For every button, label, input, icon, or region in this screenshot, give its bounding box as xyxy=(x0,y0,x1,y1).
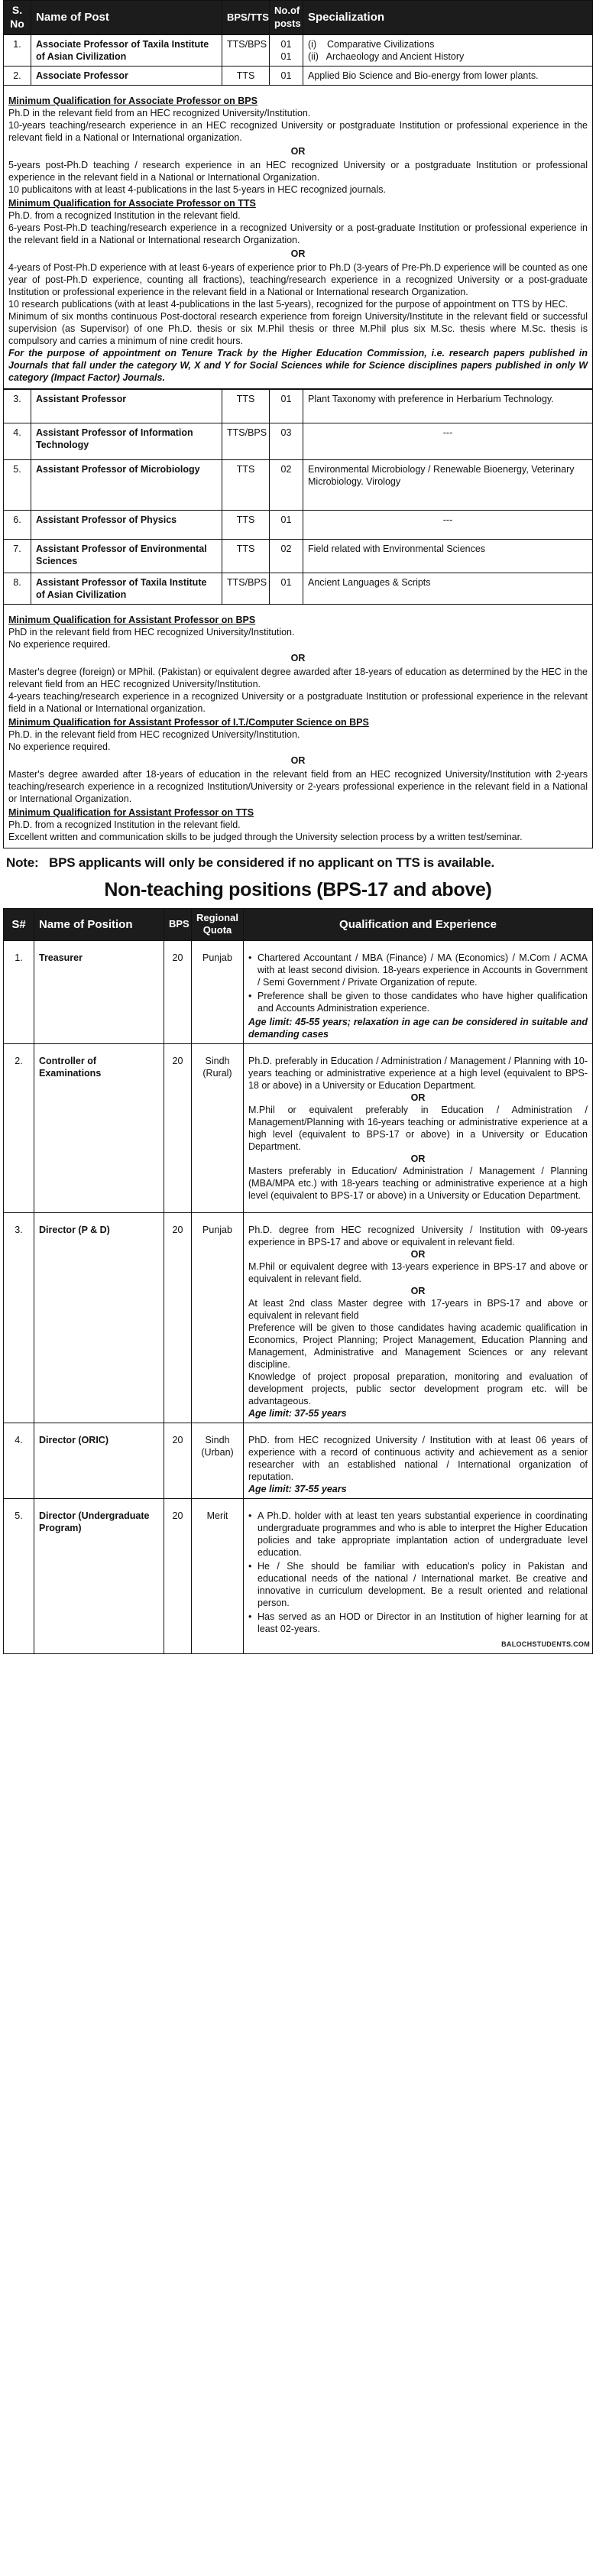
qual-text: Ph.D. from a recognized Institution in the relevant field. xyxy=(8,819,241,830)
row-posts: 01 xyxy=(270,389,303,423)
row-position: Director (P & D) xyxy=(34,1212,164,1423)
qual-text: Master's degree awarded after 18-years of education in the relevant field from an HEC recognized University/Institution with 2-years teaching/research experience in a recognized Institution/University or 2-years professional experience in the relevant field in a National or International Organization. xyxy=(8,768,588,804)
qual-text: Master's degree (foreign) or MPhil. (Pakistan) or equivalent degree awarded after 18-years of education as determined by the HEC in the relevant field from an HEC recognized University/Institution. xyxy=(8,666,588,689)
header-sno: S. No xyxy=(4,1,31,35)
row-post: Assistant Professor xyxy=(31,389,222,423)
row-bps: TTS xyxy=(222,510,270,539)
row-post: Assistant Professor of Environmental Sciences xyxy=(31,539,222,573)
row-sno: 5. xyxy=(4,459,31,510)
non-teaching-title: Non-teaching positions (BPS-17 and above) xyxy=(104,878,492,900)
table-row xyxy=(4,539,593,573)
assistant-qualification-block xyxy=(3,605,593,848)
row-qualification xyxy=(244,940,593,1043)
row-post: Assistant Professor of Physics xyxy=(31,510,222,539)
row-post: Associate Professor of Taxila Institute of Asian Civilization xyxy=(31,34,222,66)
or-separator: OR xyxy=(410,1153,426,1164)
row-sno: 3. xyxy=(4,1212,34,1423)
row-bps: TTS/BPS xyxy=(222,573,270,604)
row-spec: Environmental Microbiology / Renewable Bioenergy, Veterinary Microbiology. Virology xyxy=(303,459,593,510)
row-spec: Field related with Environmental Sciences xyxy=(303,539,593,573)
row-quota: Punjab xyxy=(192,1212,244,1423)
row-position: Director (ORIC) xyxy=(34,1423,164,1498)
non-teaching-header-row xyxy=(4,908,593,940)
qual-emphasis: For the purpose of appointment on Tenure Track by the Higher Education Commission, i.e. research papers published in Journals that fall under the category W, X and Y for Social Sciences while for Science disciplines papers published in only W category (Impact Factor) Journals. xyxy=(8,347,588,383)
qual-text: 4-years teaching/research experience in a recognized University or a postgraduate Institution or professional experience in the relevant field in a National or International organization. xyxy=(8,690,588,714)
table-row xyxy=(4,1498,593,1653)
header-sno: S# xyxy=(4,908,34,940)
or-separator: OR xyxy=(410,1248,426,1260)
table-row xyxy=(4,423,593,459)
table-row xyxy=(4,459,593,510)
row-bps: 20 xyxy=(164,1212,192,1423)
qual-text: Ph.D. degree from HEC recognized University / Institution with 09-years experience in BPS-17 and above or equivalent in relevant field. xyxy=(248,1224,588,1247)
row-post: Assistant Professor of Information Technology xyxy=(31,423,222,459)
header-quota: Regional Quota xyxy=(192,908,244,940)
row-sno: 3. xyxy=(4,389,31,423)
table-row xyxy=(4,1043,593,1212)
table-row xyxy=(4,510,593,539)
row-position: Director (Undergraduate Program) xyxy=(34,1498,164,1653)
or-separator: OR xyxy=(290,248,306,259)
row-bps: 20 xyxy=(164,1498,192,1653)
or-separator: OR xyxy=(290,754,306,766)
qual-text: Minimum of six months continuous Post-doctoral research experience from foreign University/Institute in the relevant field or successful supervision (as Supervisor) of one Ph.D. thesis or six M.Phil thesis or three M.Phil plus six M.Sc. thesis where M.Sc. thesis is compulsory and carries a minimum of nine credit hours. xyxy=(8,310,588,346)
header-bps: BPS/TTS xyxy=(222,1,270,35)
qual-text: Ph.D in the relevant field from an HEC recognized University/Institution. xyxy=(8,107,311,118)
bullet-item: • Preference shall be given to those candidates who have higher qualification and Accounts Administration experience. xyxy=(248,990,588,1014)
row-spec: --- xyxy=(303,510,593,539)
row-spec: Ancient Languages & Scripts xyxy=(303,573,593,604)
row-bps: 20 xyxy=(164,1043,192,1212)
qual-text: No experience required. xyxy=(8,638,111,650)
row-posts: 02 xyxy=(270,539,303,573)
table-row xyxy=(4,940,593,1043)
qual-text: M.Phil or equivalent degree with 13-years experience in BPS-17 and above or equivalent in relevant field. xyxy=(248,1260,588,1284)
row-sno: 8. xyxy=(4,573,31,604)
header-qualification: Qualification and Experience xyxy=(244,908,593,940)
table-row xyxy=(4,573,593,604)
or-separator: OR xyxy=(290,145,306,157)
row-posts: 01 xyxy=(270,66,303,85)
row-spec: Applied Bio Science and Bio-energy from lower plants. xyxy=(303,66,593,85)
row-posts: 01 xyxy=(270,510,303,539)
row-post: Associate Professor xyxy=(31,66,222,85)
qual-text: Ph.D. preferably in Education / Administration / Management / Planning with 10-years teaching or administrative experience at a high level (equivalent to BPS-18 or above) in a University or Education Department. xyxy=(248,1055,588,1091)
or-separator: OR xyxy=(410,1092,426,1103)
qual-text: 6-years Post-Ph.D teaching/research experience in a recognized University or a post-graduate Institution or professional experience in the relevant field in a National or International research Organization. xyxy=(8,222,588,245)
row-bps: TTS xyxy=(222,389,270,423)
age-limit: Age limit: 37-55 years xyxy=(248,1407,347,1419)
header-posts: No.of posts xyxy=(270,1,303,35)
qual-text: 4-years of Post-Ph.D experience with at least 6-years of experience prior to Ph.D (3-years of Pre-Ph.D experience will be counted as one year of post-Ph.D experience, counting all fractions), teaching/research experience in a recognized University or a post-graduate Institution or professional experience in the relevant field in a National or International research Organization. xyxy=(8,261,588,297)
row-spec: --- xyxy=(303,423,593,459)
qual-heading: Minimum Qualification for Associate Professor on BPS xyxy=(8,95,258,106)
row-position: Treasurer xyxy=(34,940,164,1043)
row-sno: 7. xyxy=(4,539,31,573)
table-row xyxy=(4,66,593,85)
row-bps: TTS xyxy=(222,539,270,573)
teaching-header-row xyxy=(4,1,593,35)
qual-text: Masters preferably in Education/ Administration / Management / Planning (MBA/MPA etc.) with 18-years teaching or administrative experience at a high level (equivalent to BPS-17 or above) in a University or Education Department. xyxy=(248,1165,588,1201)
associate-qualification-block xyxy=(3,86,593,389)
row-sno: 4. xyxy=(4,423,31,459)
header-spec: Specialization xyxy=(303,1,593,35)
qual-text: Preference will be given to those candidates having academic qualification in Economics, Project Planning; Project Management, Education Planning and Management, Administrative and Management Sciences or any relevant discipline. xyxy=(248,1322,588,1370)
row-sno: 5. xyxy=(4,1498,34,1653)
row-posts: 01 xyxy=(270,573,303,604)
qual-heading: Minimum Qualification for Assistant Professor on TTS xyxy=(8,806,254,818)
teaching-table-a xyxy=(3,0,593,86)
qual-text: 10 publicaitons with at least 4-publications in the last 5-years in HEC recognized journals. xyxy=(8,183,387,195)
qual-text: Ph.D. from a recognized Institution in the relevant field. xyxy=(8,209,241,221)
header-post: Name of Post xyxy=(31,1,222,35)
bullet-item: • Has served as an HOD or Director in an Institution of higher learning for at least 02-years. xyxy=(248,1611,588,1635)
row-quota: Punjab xyxy=(192,940,244,1043)
row-qualification xyxy=(244,1043,593,1212)
non-teaching-table xyxy=(3,908,593,1654)
table-row xyxy=(4,1423,593,1498)
row-position: Controller of Examinations xyxy=(34,1043,164,1212)
row-spec xyxy=(303,34,593,66)
row-sno: 1. xyxy=(4,34,31,66)
row-sno: 1. xyxy=(4,940,34,1043)
or-separator: OR xyxy=(410,1285,426,1296)
table-row xyxy=(4,34,593,66)
row-bps: 20 xyxy=(164,1423,192,1498)
row-spec-1: (i) Comparative Civilizations xyxy=(308,38,435,50)
row-post: Assistant Professor of Microbiology xyxy=(31,459,222,510)
row-sno: 2. xyxy=(4,66,31,85)
bullet-item: • Chartered Accountant / MBA (Finance) / MA (Economics) / M.Com / ACMA with at least second division. 18-years experience in Accounts in Government / Semi Government / Private Organization of repute. xyxy=(248,952,588,988)
row-bps: TTS xyxy=(222,66,270,85)
row-quota: Sindh (Rural) xyxy=(192,1043,244,1212)
qual-text: M.Phil or equivalent preferably in Education / Administration / Management/Planning with 16-years teaching or administrative experience at a high level (equivalent to BPS-17 or above) in a University or Education Department. xyxy=(248,1104,588,1152)
row-post: Assistant Professor of Taxila Institute of Asian Civilization xyxy=(31,573,222,604)
qual-heading: Minimum Qualification for Assistant Professor of I.T./Computer Science on BPS xyxy=(8,716,369,728)
qual-text: Excellent written and communication skills to be judged through the University selection process by a written test/seminar. xyxy=(8,831,523,842)
table-row xyxy=(4,1212,593,1423)
age-limit: Age limit: 37-55 years xyxy=(248,1483,347,1494)
qual-heading: Minimum Qualification for Assistant Professor on BPS xyxy=(8,614,256,625)
row-bps: 20 xyxy=(164,940,192,1043)
row-sno: 4. xyxy=(4,1423,34,1498)
teaching-table-b xyxy=(3,389,593,605)
qual-text: At least 2nd class Master degree with 17-years in BPS-17 and above or equivalent in relevant field xyxy=(248,1297,588,1321)
qual-heading: Minimum Qualification for Associate Professor on TTS xyxy=(8,197,256,209)
row-posts xyxy=(270,34,303,66)
qual-text: 10-years teaching/research experience in an HEC recognized University or postgraduate Institution or professional experience in the relevant field in a National or International organization. xyxy=(8,119,588,143)
row-posts-2: 01 xyxy=(280,50,292,62)
qual-text: Knowledge of project proposal preparation, monitoring and evaluation of development projects, public sector development program etc. will be advantageous. xyxy=(248,1371,588,1406)
site-watermark: BALOCHSTUDENTS.COM xyxy=(501,1640,590,1649)
header-bps: BPS xyxy=(164,908,192,940)
row-qualification xyxy=(244,1498,593,1653)
qual-text: PhD in the relevant field from HEC recognized University/Institution. xyxy=(8,626,295,638)
header-position: Name of Position xyxy=(34,908,164,940)
row-bps: TTS xyxy=(222,459,270,510)
bullet-item: • A Ph.D. holder with at least ten years substantial experience in coordinating undergraduate programmes and who is able to interpret the Higher Education policies and take appropriate implantation action of undergraduate level education. xyxy=(248,1510,588,1559)
row-spec-2: (ii) Archaeology and Ancient History xyxy=(308,50,465,62)
row-quota: Sindh (Urban) xyxy=(192,1423,244,1498)
row-sno: 6. xyxy=(4,510,31,539)
qual-text: PhD. from HEC recognized University / Institution with at least 06 years of experience with a record of continuous activity and achievement as a senior researcher with an established national / International organization of reputation. xyxy=(248,1434,588,1482)
age-limit: Age limit: 45-55 years; relaxation in age can be considered in suitable and demanding cases xyxy=(248,1016,588,1040)
row-posts-1: 01 xyxy=(280,38,292,50)
row-posts: 02 xyxy=(270,459,303,510)
qual-text: 5-years post-Ph.D teaching / research experience in an HEC recognized University or a postgraduate Institution or professional experience in the relevant field in a National or International Organization. xyxy=(8,159,588,183)
row-qualification xyxy=(244,1423,593,1498)
row-sno: 2. xyxy=(4,1043,34,1212)
row-posts: 03 xyxy=(270,423,303,459)
row-bps: TTS/BPS xyxy=(222,423,270,459)
qual-text: 10 research publications (with at least 4-publications in the last 5-years), recognized for the purpose of appointment on TTS by HEC. xyxy=(8,298,568,310)
qual-text: Ph.D. in the relevant field from HEC recognized University/Institution. xyxy=(8,728,300,740)
or-separator: OR xyxy=(290,652,306,663)
row-spec: Plant Taxonomy with preference in Herbarium Technology. xyxy=(303,389,593,423)
qualification-bullets xyxy=(248,1510,588,1635)
table-row xyxy=(4,389,593,423)
bullet-item: • He / She should be familiar with education's policy in Pakistan and educational needs of the national / International market. Be creative and innovative in curriculum development. Be a result oriented and relational person. xyxy=(248,1560,588,1609)
row-qualification xyxy=(244,1212,593,1423)
row-bps: TTS/BPS xyxy=(222,34,270,66)
row-quota: Merit xyxy=(192,1498,244,1653)
tts-note: Note: BPS applicants will only be considered if no applicant on TTS is available. xyxy=(6,855,494,870)
qual-text: No experience required. xyxy=(8,741,111,752)
qualification-bullets xyxy=(248,952,588,1014)
